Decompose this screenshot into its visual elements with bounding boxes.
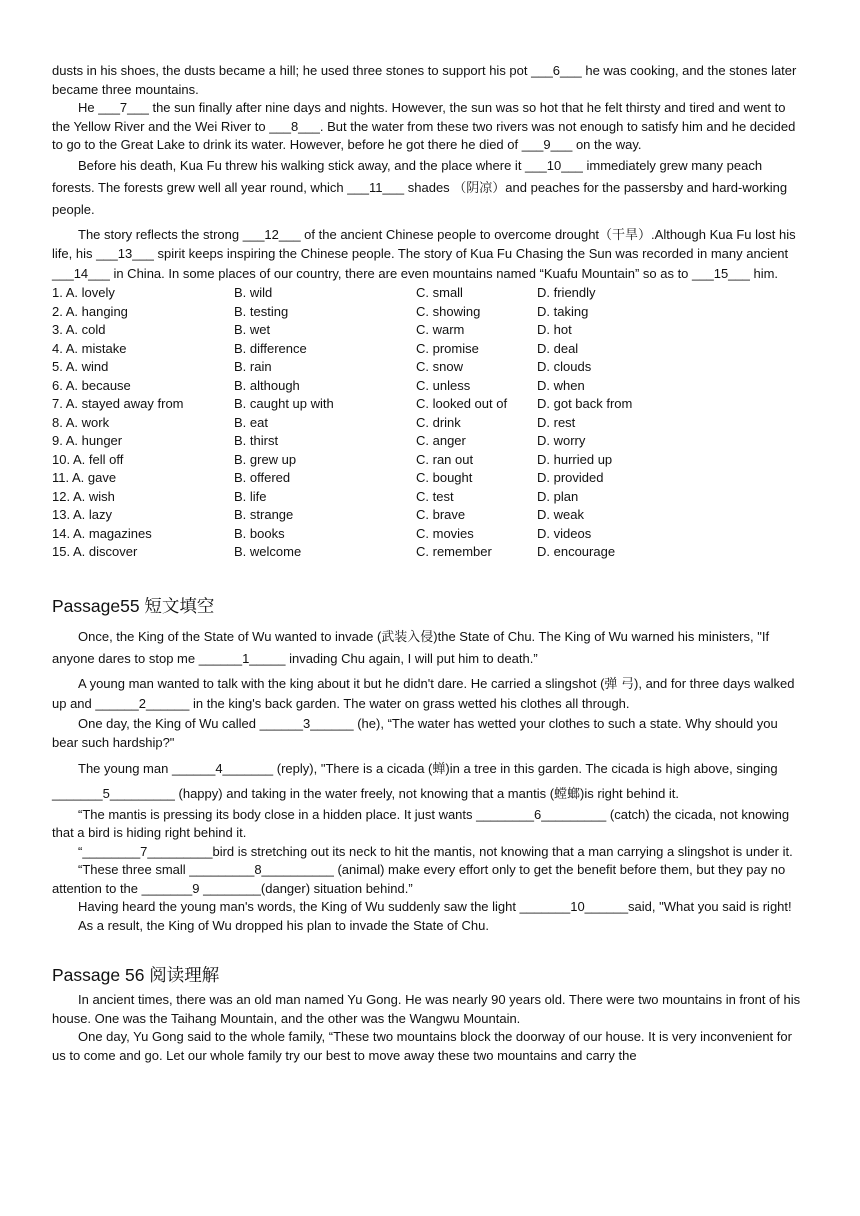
option-c: C. promise (416, 340, 479, 356)
passage54-paragraph-3: Before his death, Kua Fu threw his walking stick away, and the place where it ___10___ immediately grew many peach forests. The forests grew well all year round, which ___11___ shades （阴凉）and peaches for the passersby and hard-working people. (52, 157, 788, 217)
option-c: C. bought (416, 470, 473, 485)
option-c: C. test (416, 488, 454, 504)
option-d: D. plan (537, 488, 579, 504)
option-b: B. welcome (234, 544, 302, 559)
option-d: D. taking (537, 303, 589, 319)
option-d: D. when (537, 377, 585, 393)
option-b: B. grew up (234, 451, 297, 467)
option-a: 1. A. lovely (52, 285, 115, 300)
option-c: C. remember (416, 544, 492, 559)
passage55-paragraph-6: “________7_________bird is stretching out its neck to hit the mantis, not knowing that a man carrying a slingshot is under it. (78, 843, 793, 859)
option-a: 4. A. mistake (52, 340, 127, 356)
option-b: B. thirst (234, 433, 279, 448)
option-a: 2. A. hanging (52, 303, 128, 319)
option-row (52, 358, 804, 377)
passage55-heading: Passage55 短文填空 (52, 595, 215, 616)
option-d: D. deal (537, 340, 579, 356)
option-b: B. rain (234, 359, 272, 374)
option-row (52, 303, 804, 322)
passage56-paragraph-1: In ancient times, there was an old man named Yu Gong. He was nearly 90 years old. There were two mountains in front of his house. One was the Taihang Mountain, and the other was the Wangwu Mountain. (52, 992, 801, 1026)
passage54-paragraph-1: dusts in his shoes, the dusts became a hill; he used three stones to support his pot ___6___ he was cooking, and the stones later became three mountains. (52, 63, 797, 97)
option-a: 3. A. cold (52, 322, 106, 337)
option-d: D. hurried up (537, 451, 613, 467)
option-a: 10. A. fell off (52, 451, 124, 467)
option-row (52, 395, 804, 414)
option-row (52, 377, 804, 396)
option-c: C. looked out of (416, 396, 508, 411)
option-d: D. friendly (537, 285, 596, 300)
option-b: B. testing (234, 303, 289, 319)
option-b: B. wet (234, 322, 271, 337)
option-row (52, 321, 804, 340)
passage54-paragraph-4: The story reflects the strong ___12___ of the ancient Chinese people to overcome drought（干旱）.Although Kua Fu lost his life, his ___13___ spirit keeps inspiring the Chinese people. The story of Kua Fu Chasing the Sun was recorded in many ancient ___14___ in China. In some places of our country, there are even mountains named “Kuafu Mountain” so as to ___15___ him. (52, 226, 796, 281)
option-a: 11. A. gave (52, 470, 117, 485)
option-row (52, 284, 804, 303)
option-b: B. strange (234, 507, 294, 522)
option-a: 7. A. stayed away from (52, 396, 184, 411)
option-c: C. brave (416, 507, 466, 522)
option-row (52, 506, 804, 525)
option-a: 5. A. wind (52, 359, 109, 374)
option-row (52, 414, 804, 433)
option-d: D. encourage (537, 544, 616, 559)
option-a: 13. A. lazy (52, 507, 112, 522)
option-a: 8. A. work (52, 414, 110, 430)
option-b: B. offered (234, 470, 291, 485)
passage54-paragraph-2: He ___7___ the sun finally after nine days and nights. However, the sun was so hot that he felt thirsty and tired and went to the Yellow River and the Wei River to ___8___. But the water from these two rivers was not enough to satisfy him and he decided to go to the Great Lake to drink its water. However, before he got there he died of ___9___ on the way. (52, 100, 796, 152)
document-body (52, 62, 804, 1065)
option-a: 12. A. wish (52, 488, 115, 504)
option-row (52, 543, 804, 562)
option-c: C. drink (416, 414, 461, 430)
option-a: 15. A. discover (52, 544, 138, 559)
option-row (52, 432, 804, 451)
option-c: C. movies (416, 525, 474, 541)
passage55-paragraph-3: One day, the King of Wu called ______3______ (he), “The water has wetted your clothes to such a state. Why should you bear such hardship?" (52, 715, 778, 750)
passage55-paragraph-5: “The mantis is pressing its body close in a hidden place. It just wants ________6_________ (catch) the cicada, not knowing that a bird is hiding right behind it. (52, 806, 790, 840)
passage55-paragraph-7: “These three small _________8__________ (animal) make every effort only to get the benefit before them, but they pay no attention to the _______9 ________(danger) situation behind.” (52, 862, 786, 896)
option-c: C. showing (416, 303, 481, 319)
option-d: D. weak (537, 507, 584, 522)
option-d: D. worry (537, 433, 586, 448)
passage55-paragraph-4: The young man ______4_______ (reply), "There is a cicada (蝉)in a tree in this garden. The cicada is high above, singing _______5_________ (happy) and taking in the water freely, not knowing that a mantis (螳螂)is right behind it. (52, 760, 778, 801)
option-b: B. books (234, 525, 285, 541)
option-d: D. got back from (537, 396, 633, 411)
option-b: B. eat (234, 414, 268, 430)
option-c: C. snow (416, 359, 463, 374)
option-b: B. difference (234, 340, 307, 356)
passage55-paragraph-1: Once, the King of the State of Wu wanted to invade (武装入侵)the State of Chu. The King of Wu warned his ministers, "If anyone dares to stop me ______1_____ invading Chu again, I will put him to death.” (52, 628, 770, 666)
option-d: D. clouds (537, 359, 592, 374)
passage55-paragraph-9: As a result, the King of Wu dropped his plan to invade the State of Chu. (78, 917, 489, 933)
option-row (52, 525, 804, 544)
option-b: B. although (234, 377, 300, 393)
option-d: D. hot (537, 322, 572, 337)
option-c: C. warm (416, 322, 465, 337)
option-c: C. ran out (416, 451, 474, 467)
option-b: B. life (234, 488, 267, 504)
option-b: B. caught up with (234, 396, 334, 411)
passage55-paragraph-8: Having heard the young man's words, the King of Wu suddenly saw the light _______10______said, "What you said is right! (78, 899, 792, 914)
option-c: C. anger (416, 433, 466, 448)
passage56-heading: Passage 56 阅读理解 (52, 965, 220, 985)
option-c: C. unless (416, 377, 471, 393)
option-a: 14. A. magazines (52, 525, 152, 541)
passage55-paragraph-2: A young man wanted to talk with the king about it but he didn't dare. He carried a slingshot (弹 弓), and for three days walked up and ______2______ in the king's back garden. The water on grass wetted his clothes all through. (52, 675, 795, 711)
option-d: D. provided (537, 470, 604, 485)
option-row (52, 451, 804, 470)
option-d: D. rest (537, 414, 576, 430)
option-row (52, 469, 804, 488)
option-row (52, 340, 804, 359)
option-b: B. wild (234, 285, 273, 300)
passage56-paragraph-2: One day, Yu Gong said to the whole family, “These two mountains block the doorway of our house. It is very inconvenient for us to come and go. Let our whole family try our best to move away these two mountains and carry the (52, 1029, 792, 1063)
option-row (52, 488, 804, 507)
option-d: D. videos (537, 525, 592, 541)
option-a: 9. A. hunger (52, 433, 123, 448)
option-a: 6. A. because (52, 377, 131, 393)
answer-options-table (52, 284, 804, 562)
option-c: C. small (416, 285, 463, 300)
